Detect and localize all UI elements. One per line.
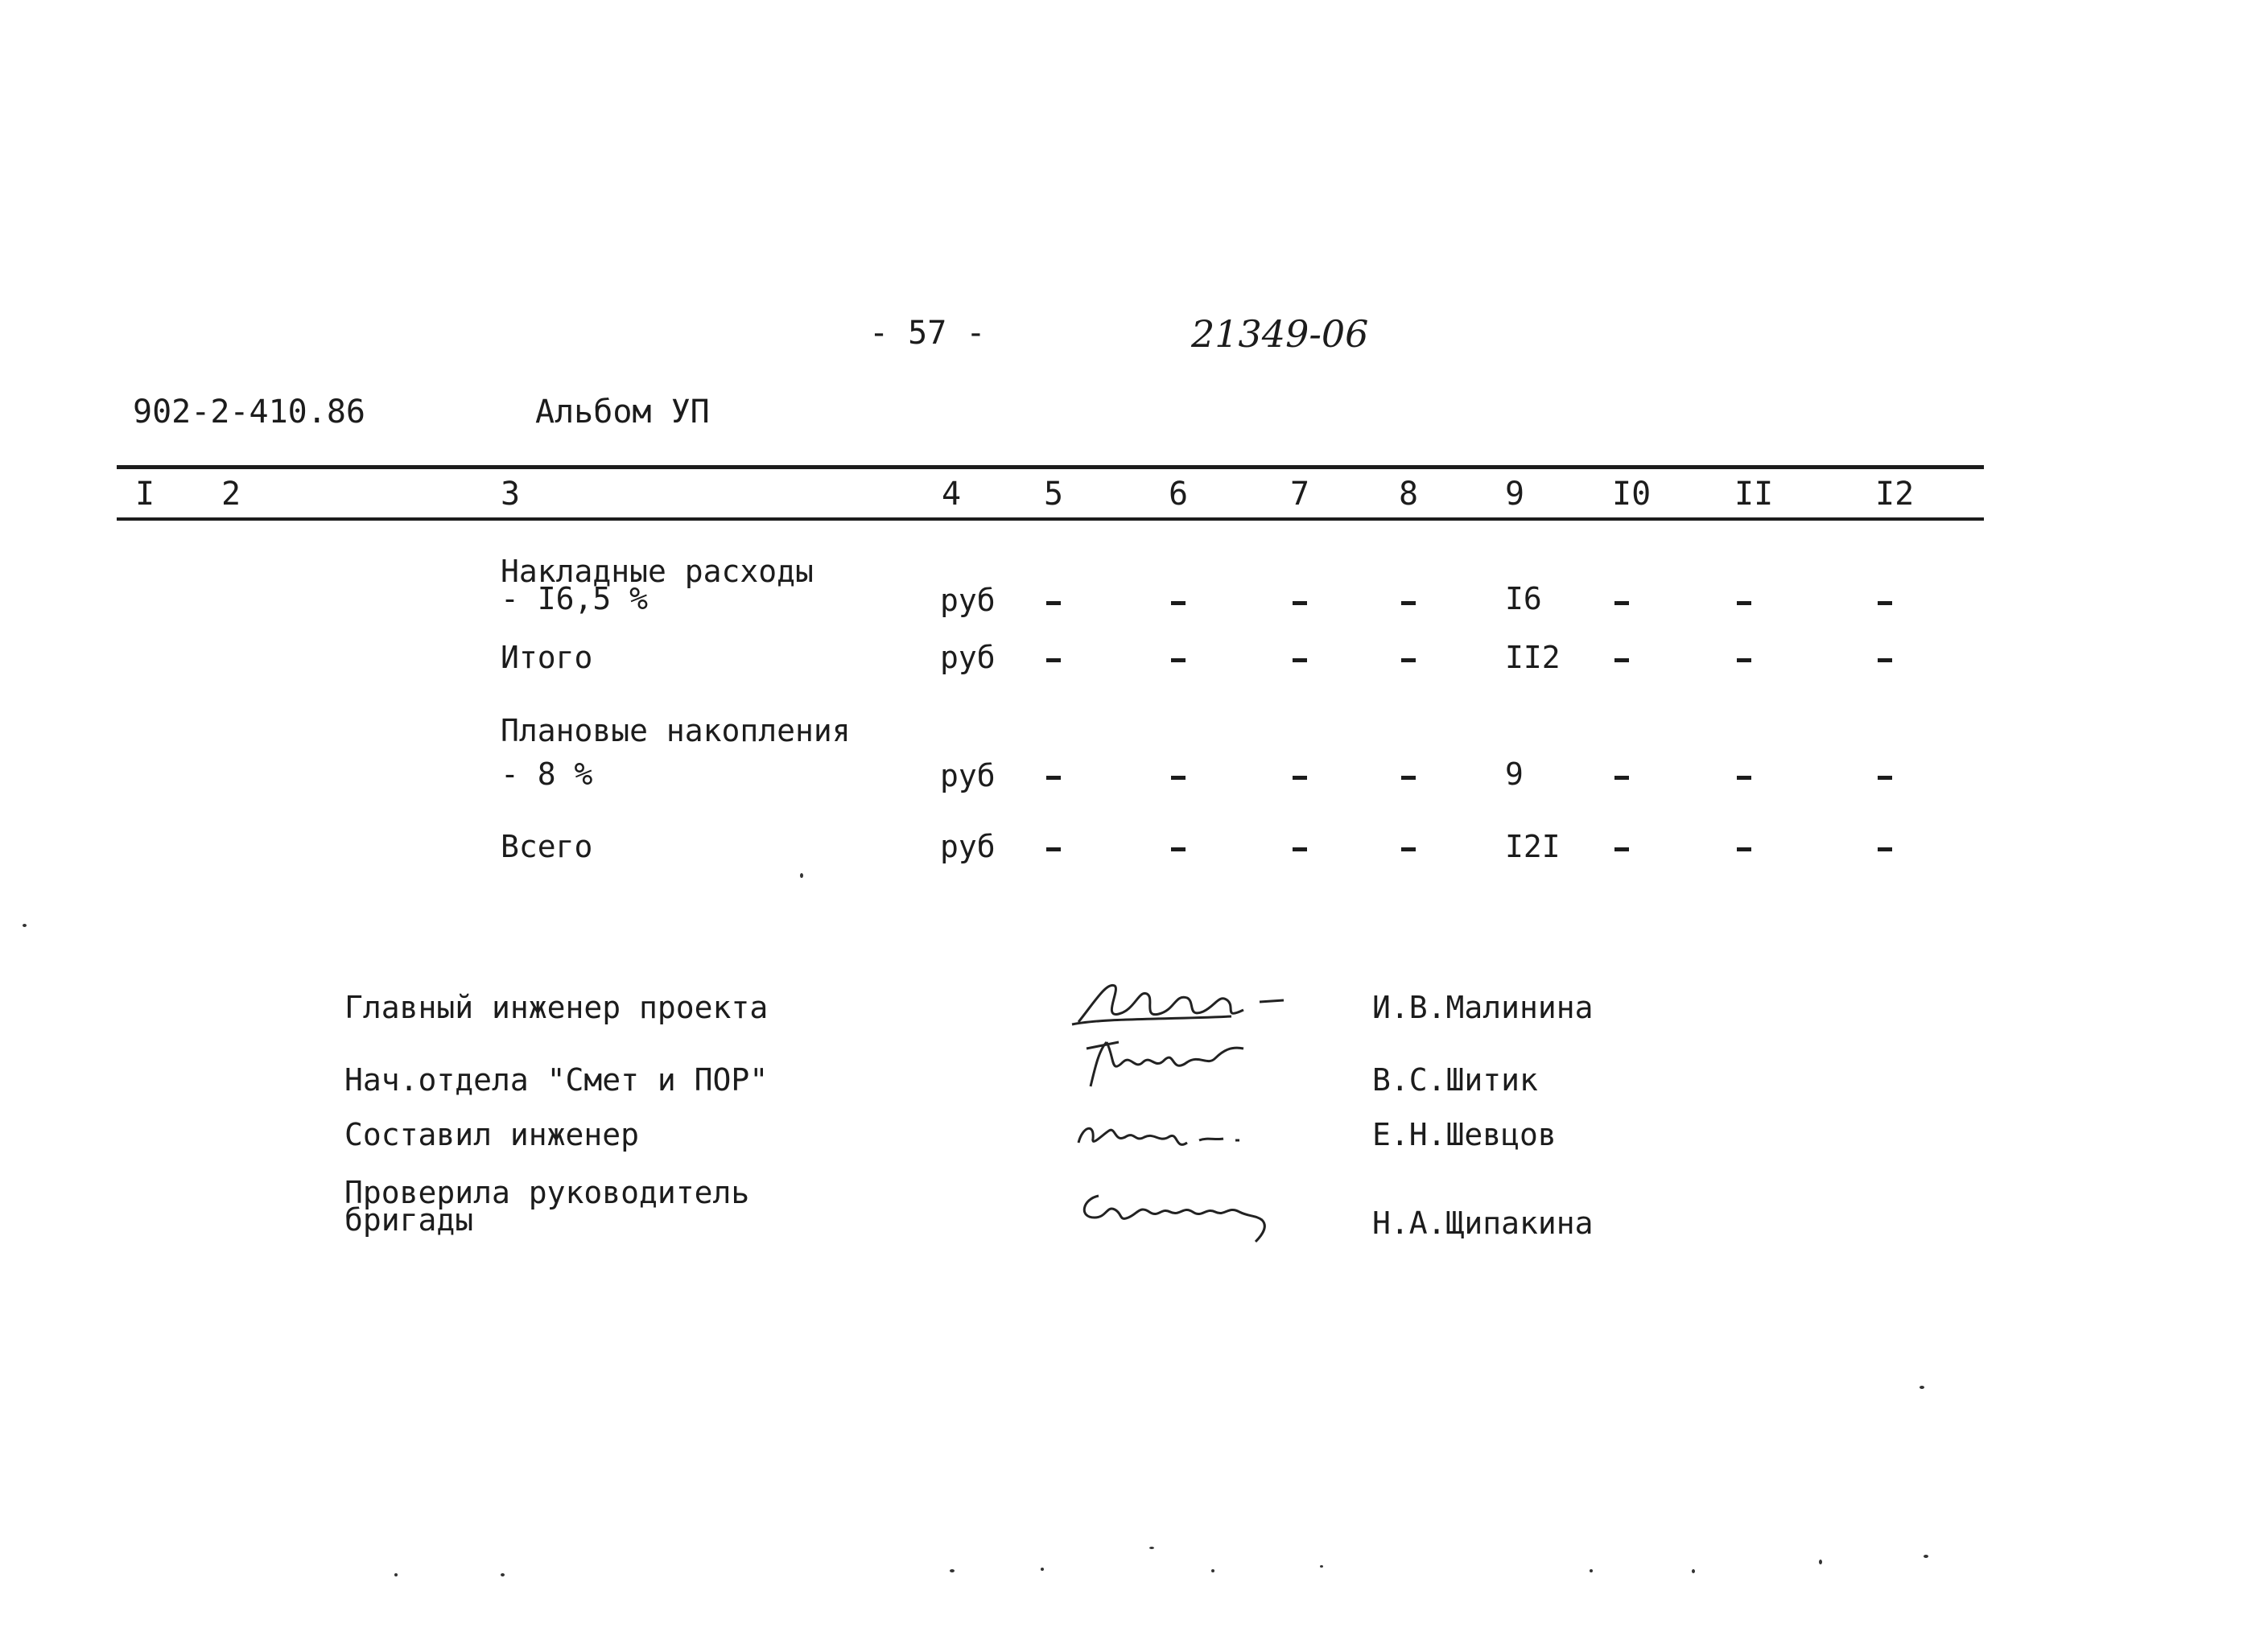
column-header-1: I [135, 476, 155, 513]
cell-dash [1878, 776, 1892, 780]
scan-speck [1920, 1386, 1924, 1389]
scan-speck [1590, 1569, 1593, 1572]
column-header-7: 7 [1290, 476, 1310, 513]
cell-dash [1046, 776, 1061, 780]
cell-dash [1401, 847, 1416, 851]
signatory-role: Нач.отдела "Смет и ПОР" [344, 1062, 769, 1098]
cell-dash [1401, 658, 1416, 662]
scan-speck [1924, 1555, 1928, 1558]
row-value-col9: I2I [1505, 829, 1561, 864]
scan-speck [501, 1573, 505, 1576]
row-name: Накладные расходы [501, 554, 814, 589]
signatory-name: Н.А.Щипакина [1372, 1205, 1594, 1241]
signatory-role: Проверила руководитель [344, 1175, 750, 1210]
scan-speck [1041, 1568, 1044, 1571]
row-unit: руб [940, 640, 996, 675]
column-header-8: 8 [1399, 476, 1419, 513]
cell-dash [1614, 601, 1629, 605]
doc-code: 902-2-410.86 [133, 394, 365, 431]
column-header-3: 3 [501, 476, 521, 513]
cell-dash [1614, 776, 1629, 780]
column-header-11: II [1734, 476, 1774, 513]
scan-speck [23, 924, 27, 927]
row-name: Итого [501, 640, 593, 675]
signatory-name: И.В.Малинина [1372, 990, 1594, 1025]
scan-speck [1149, 1547, 1154, 1549]
cell-dash [1046, 658, 1061, 662]
scan-speck [1819, 1560, 1822, 1564]
scan-speck [1692, 1569, 1695, 1573]
cell-dash [1293, 847, 1307, 851]
column-header-9: 9 [1505, 476, 1525, 513]
page-number: - 57 - [869, 315, 986, 352]
cell-dash [1737, 776, 1751, 780]
cell-dash [1737, 658, 1751, 662]
cell-dash [1171, 601, 1186, 605]
row-name: Всего [501, 829, 593, 864]
cell-dash [1737, 601, 1751, 605]
scan-speck [800, 873, 803, 878]
cell-dash [1293, 658, 1307, 662]
row-value-col9: 9 [1505, 756, 1524, 792]
cell-dash [1293, 776, 1307, 780]
row-unit: руб [940, 583, 996, 618]
row-unit: руб [940, 758, 996, 793]
handwritten-signature [1070, 1181, 1288, 1246]
cell-dash [1293, 601, 1307, 605]
scan-speck [394, 1573, 398, 1576]
signatory-name: Е.Н.Шевцов [1372, 1117, 1557, 1152]
cell-dash [1614, 847, 1629, 851]
cell-dash [1878, 601, 1892, 605]
scan-speck [1320, 1565, 1323, 1568]
cell-dash [1614, 658, 1629, 662]
signatory-role: Главный инженер проекта [344, 990, 769, 1025]
cell-dash [1046, 601, 1061, 605]
cell-dash [1171, 658, 1186, 662]
column-header-5: 5 [1044, 476, 1064, 513]
table-top-rule [117, 465, 1984, 469]
signatory-name: В.С.Шитик [1372, 1062, 1538, 1098]
cell-dash [1171, 776, 1186, 780]
row-name: Плановые накопления [501, 713, 851, 748]
cell-dash [1401, 776, 1416, 780]
cell-dash [1737, 847, 1751, 851]
row-value-col9: I6 [1505, 581, 1542, 616]
table-header-rule [117, 517, 1984, 521]
cell-dash [1171, 847, 1186, 851]
column-header-12: I2 [1875, 476, 1915, 513]
cell-dash [1046, 847, 1061, 851]
row-unit: руб [940, 829, 996, 864]
handwritten-signature [1070, 1106, 1264, 1155]
cell-dash [1401, 601, 1416, 605]
column-header-10: I0 [1612, 476, 1652, 513]
signatory-role-continued: бригады [344, 1202, 474, 1238]
column-header-4: 4 [942, 476, 962, 513]
row-name-rate: - I6,5 % [501, 581, 649, 616]
cell-dash [1878, 847, 1892, 851]
scan-speck [950, 1569, 955, 1572]
column-header-6: 6 [1169, 476, 1189, 513]
column-header-2: 2 [221, 476, 241, 513]
cell-dash [1878, 658, 1892, 662]
scan-speck [1211, 1569, 1214, 1572]
signatory-role: Составил инженер [344, 1117, 640, 1152]
row-value-col9: II2 [1505, 640, 1561, 675]
handwritten-signature [1070, 970, 1320, 1034]
handwritten-code: 21349-06 [1191, 312, 1369, 356]
album-label: Альбом УП [535, 394, 710, 431]
row-name-rate: - 8 % [501, 756, 593, 792]
handwritten-signature [1074, 1026, 1268, 1090]
